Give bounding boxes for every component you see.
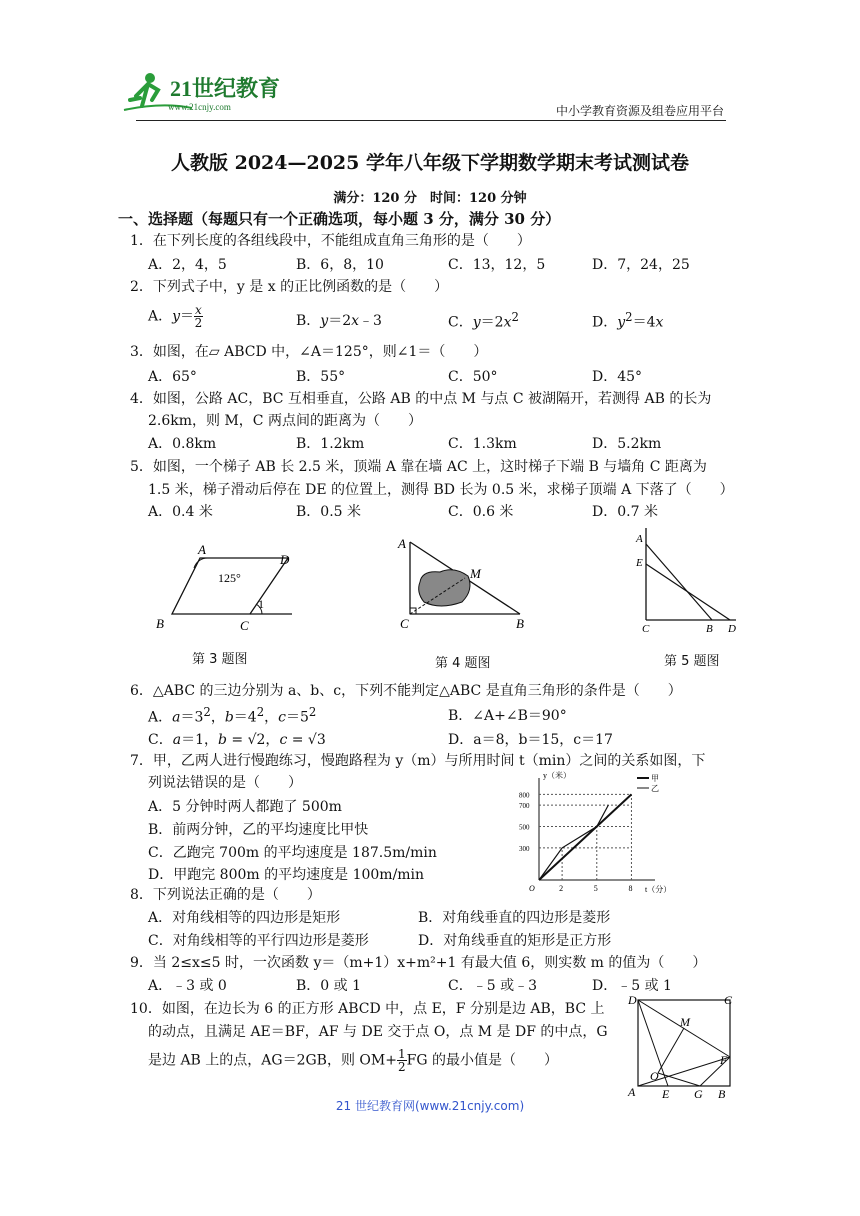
figure-4-caption: 第 4 题图 xyxy=(435,656,491,671)
exam-meta: 满分：120 分 时间：120 分钟 xyxy=(333,191,527,206)
figure-5-ladder xyxy=(632,522,742,636)
q7-num: 7． xyxy=(130,753,153,769)
series-line-甲 xyxy=(539,794,631,880)
site-logo xyxy=(122,66,292,116)
q4-option-b: B．1.2km xyxy=(296,436,365,452)
svg-text:G: G xyxy=(694,1087,703,1101)
question-3 xyxy=(130,341,487,363)
footer-link[interactable]: 21 世纪教育网(www.21cnjy.com) xyxy=(335,1099,525,1113)
q10-stem-3 xyxy=(148,1048,558,1073)
q9-stem: 当 2≤x≤5 时，一次函数 y＝（m+1）x+m²+1 有最大值 6，则实数 m 的值为（ ） xyxy=(152,955,707,971)
q7-stem-1: 甲，乙两人进行慢跑练习，慢跑路程为 y（m）与所用时间 t（min）之间的关系如图，下 xyxy=(152,753,706,769)
q10-stem-3b: FG 的最小值是（ ） xyxy=(406,1052,558,1069)
y-tick-label: 500 xyxy=(519,823,530,832)
q2-option-b: B．y＝2x﹣3 xyxy=(296,313,382,329)
svg-text:O: O xyxy=(650,1069,659,1083)
figure-3-caption: 第 3 题图 xyxy=(192,652,248,667)
y-tick-label: 300 xyxy=(519,844,530,853)
q5-stem-1: 如图，一个梯子 AB 长 2.5 米，顶端 A 靠在墙 AC 上，这时梯子下端 B 与墙角 C 距离为 xyxy=(152,459,707,475)
q1-option-d: D．7，24，25 xyxy=(592,257,690,273)
q5-num: 5． xyxy=(130,459,153,475)
q9-option-b: B．0 或 1 xyxy=(296,978,362,994)
q1-option-c: C．13，12，5 xyxy=(448,257,546,273)
figure-4-lake xyxy=(392,530,532,634)
q1-num: 1． xyxy=(130,233,153,249)
figure-10-square xyxy=(624,994,740,1100)
q4-option-d: D．5.2km xyxy=(592,436,662,452)
logo-url: www.21cnjy.com xyxy=(168,102,231,112)
svg-text:C: C xyxy=(724,993,733,1007)
q2-option-d: D．$y^2=4x$ xyxy=(592,310,664,331)
x-tick-label: 8 xyxy=(628,884,633,893)
svg-text:B: B xyxy=(718,1087,726,1101)
q4-stem-2: 2.6km，则 M，C 两点间的距离为（ ） xyxy=(148,413,422,429)
q8-option-b: B．对角线垂直的四边形是菱形 xyxy=(418,910,611,926)
question-10 xyxy=(130,998,605,1020)
x-axis-label: t（分） xyxy=(645,885,672,894)
question-9 xyxy=(130,952,706,974)
q2-num: 2． xyxy=(130,279,153,295)
q6-option-b: B．∠A+∠B＝90° xyxy=(448,708,567,724)
section-heading: 一、选择题（每题只有一个正确选项，每小题 3 分，满分 30 分） xyxy=(118,210,561,228)
figure-5-caption: 第 5 题图 xyxy=(664,654,720,669)
q7-option-c: C．乙跑完 700m 的平均速度是 187.5m/min xyxy=(148,845,437,861)
question-1 xyxy=(130,230,531,252)
svg-text:B: B xyxy=(516,616,524,631)
logo-graphic xyxy=(122,66,292,116)
series-line-乙 xyxy=(539,805,608,880)
q5-stem-2: 1.5 米，梯子滑动后停在 DE 的位置上，测得 BD 长为 0.5 米，求梯子顶端 A 下落了（ ） xyxy=(148,482,734,498)
svg-text:A: A xyxy=(398,536,406,551)
svg-text:C: C xyxy=(642,623,650,635)
svg-text:A: A xyxy=(198,542,206,557)
svg-text:C: C xyxy=(400,616,409,631)
svg-text:D: D xyxy=(728,623,736,635)
q2-stem: 下列式子中，y 是 x 的正比例函数的是（ ） xyxy=(152,279,449,295)
legend-label-甲: 甲 xyxy=(651,774,659,783)
y-tick-label: 700 xyxy=(519,802,530,811)
question-4 xyxy=(130,388,711,410)
header-divider xyxy=(136,120,726,121)
svg-text:M: M xyxy=(470,566,481,581)
q10-stem-3a: 是边 AB 上的点，AG＝2GB，则 OM+ xyxy=(148,1052,397,1069)
svg-text:A: A xyxy=(636,533,643,545)
y-tick-label: 800 xyxy=(519,791,530,800)
exam-title: 人教版 2024—2025 学年八年级下学期数学期末考试测试卷 xyxy=(171,152,689,174)
q5-option-b: B．0.5 米 xyxy=(296,504,362,520)
logo-text: 21世纪教育 xyxy=(170,76,281,101)
q9-option-d: D．﹣5 或 1 xyxy=(592,978,672,994)
figure-3-parallelogram xyxy=(150,540,310,635)
q2-option-c: C．$y=2x^2$ xyxy=(448,310,519,331)
q2-option-a: A．y＝ $\frac{x}{2}$ xyxy=(148,303,203,330)
question-2 xyxy=(130,276,448,298)
q3-stem: 如图，在▱ ABCD 中，∠A＝125°，则∠1＝（ ） xyxy=(152,344,488,360)
q4-option-a: A．0.8km xyxy=(148,436,217,452)
half-fraction: $\frac{1}{2}$ xyxy=(397,1047,406,1074)
q10-stem-2: 的动点，且满足 AE＝BF，AF 与 DE 交于点 O，点 M 是 DF 的中点，G xyxy=(148,1024,608,1040)
question-7 xyxy=(130,750,705,772)
question-5 xyxy=(130,456,707,478)
x-tick-label: 5 xyxy=(593,884,598,893)
y-axis-label: y（米） xyxy=(543,771,571,780)
q7-option-a: A．5 分钟时两人都跑了 500m xyxy=(148,799,342,815)
question-6 xyxy=(130,680,682,702)
q10-num: 10． xyxy=(130,1001,162,1017)
q6-option-d: D．a＝8，b＝15，c＝17 xyxy=(448,732,613,748)
svg-text:D: D xyxy=(628,993,637,1007)
q4-stem-1: 如图，公路 AC，BC 互相垂直，公路 AB 的中点 M 与点 C 被湖隔开，若测得 AB 的长为 xyxy=(152,391,712,407)
q10-stem-1: 如图，在边长为 6 的正方形 ABCD 中，点 E，F 分别是边 AB，BC 上 xyxy=(161,1001,605,1017)
svg-text:E: E xyxy=(636,557,643,569)
q3-option-b: B．55° xyxy=(296,369,346,385)
svg-text:B: B xyxy=(156,616,164,631)
svg-text:B: B xyxy=(706,623,713,635)
q7-stem-2: 列说法错误的是（ ） xyxy=(148,775,302,791)
q9-option-c: C．﹣5 或﹣3 xyxy=(448,978,537,994)
q7-distance-time-chart xyxy=(515,771,672,894)
q4-option-c: C．1.3km xyxy=(448,436,517,452)
legend-label-乙: 乙 xyxy=(651,784,659,793)
svg-text:1: 1 xyxy=(258,597,264,611)
q8-option-a: A．对角线相等的四边形是矩形 xyxy=(148,910,341,926)
svg-text:M: M xyxy=(680,1015,690,1029)
platform-name: 中小学教育资源及组卷应用平台 xyxy=(555,104,724,118)
q6-num: 6． xyxy=(130,683,153,699)
q6-option-a: A．$a=3^2$，$b=4^2$，$c=5^2$ xyxy=(148,705,317,726)
svg-text:F: F xyxy=(720,1053,728,1067)
q9-num: 9． xyxy=(130,955,153,971)
svg-text:D: D xyxy=(280,552,290,567)
svg-text:125°: 125° xyxy=(218,571,241,585)
q8-option-c: C．对角线相等的平行四边形是菱形 xyxy=(148,933,369,949)
q5-option-a: A．0.4 米 xyxy=(148,504,213,520)
q3-option-d: D．45° xyxy=(592,369,643,385)
q8-num: 8． xyxy=(130,887,153,903)
svg-text:A: A xyxy=(628,1085,636,1099)
q9-option-a: A．﹣3 或 0 xyxy=(148,978,227,994)
svg-text:E: E xyxy=(662,1087,670,1101)
q6-option-c: C．a＝1，b = √2，c = √3 xyxy=(148,732,326,748)
q1-stem: 在下列长度的各组线段中，不能组成直角三角形的是（ ） xyxy=(152,233,531,249)
q1-option-b: B．6，8，10 xyxy=(296,257,384,273)
q3-option-a: A．65° xyxy=(148,369,197,385)
q3-option-c: C．50° xyxy=(448,369,498,385)
q3-num: 3． xyxy=(130,344,153,360)
question-8 xyxy=(130,884,321,906)
q4-num: 4． xyxy=(130,391,153,407)
svg-text:C: C xyxy=(240,618,249,633)
origin-label: O xyxy=(529,884,535,893)
q5-option-d: D．0.7 米 xyxy=(592,504,658,520)
q8-option-d: D．对角线垂直的矩形是正方形 xyxy=(418,933,612,949)
q5-option-c: C．0.6 米 xyxy=(448,504,514,520)
q6-stem: △ABC 的三边分别为 a、b、c，下列不能判定△ABC 是直角三角形的条件是（ ） xyxy=(152,683,682,699)
q7-option-b: B．前两分钟，乙的平均速度比甲快 xyxy=(148,822,369,838)
q1-option-a: A．2，4，5 xyxy=(148,257,227,273)
q8-stem: 下列说法正确的是（ ） xyxy=(152,887,321,903)
x-tick-label: 2 xyxy=(559,884,564,893)
q7-option-d: D．甲跑完 800m 的平均速度是 100m/min xyxy=(148,867,425,883)
